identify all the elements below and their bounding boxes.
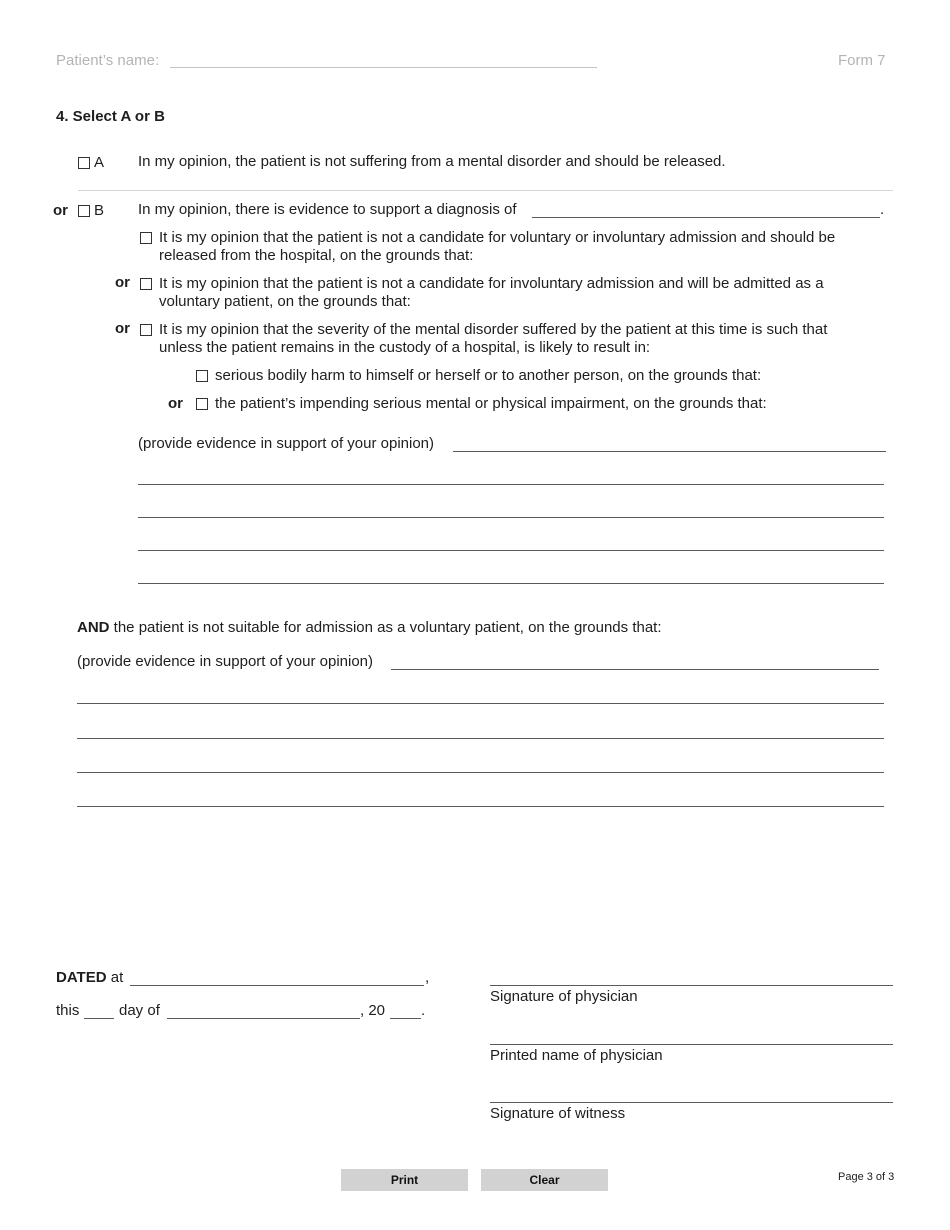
section-title: 4. Select A or B	[56, 108, 165, 125]
dated-bold: DATED	[56, 969, 107, 986]
and-bold: AND	[77, 619, 110, 636]
impairment-text: the patient’s impending serious mental or physical impairment, on the grounds that:	[215, 395, 767, 412]
page-number: Page 3 of 3	[838, 1171, 895, 1183]
physician-signature-label: Signature of physician	[490, 988, 638, 1005]
dated-at: at	[110, 969, 124, 986]
option-divider	[78, 190, 893, 191]
dated-period: .	[421, 1002, 426, 1019]
and-statement	[77, 619, 662, 636]
option-b-letter: B	[94, 202, 105, 219]
form-number: Form 7	[838, 52, 886, 69]
clear-button[interactable]: Clear	[481, 1169, 608, 1191]
option-b-period: .	[880, 201, 885, 218]
voluntary-text-line2: voluntary patient, on the grounds that:	[159, 293, 411, 310]
dated-at-label	[56, 969, 123, 986]
evidence-2-line-2[interactable]	[77, 738, 884, 739]
impairment-checkbox[interactable]	[196, 398, 208, 410]
custody-text-line1: It is my opinion that the severity of the mental disorder suffered by the patient at this time is such that	[159, 321, 828, 338]
evidence-2-line-4[interactable]	[77, 806, 884, 807]
witness-signature-label: Signature of witness	[490, 1105, 626, 1122]
voluntary-or: or	[115, 274, 130, 291]
physician-signature-field[interactable]	[490, 985, 893, 986]
evidence-2-line-1[interactable]	[77, 703, 884, 704]
witness-signature-field[interactable]	[490, 1102, 893, 1103]
physician-name-field[interactable]	[490, 1044, 893, 1045]
release-text-line2: released from the hospital, on the grounds that:	[159, 247, 474, 264]
evidence-label-1: (provide evidence in support of your opinion)	[138, 435, 435, 452]
print-button[interactable]: Print	[341, 1169, 468, 1191]
custody-checkbox[interactable]	[140, 324, 152, 336]
dated-comma: ,	[425, 969, 430, 986]
patient-name-field[interactable]	[170, 67, 597, 68]
option-a-checkbox[interactable]	[78, 157, 90, 169]
day-field[interactable]	[84, 1018, 114, 1019]
evidence-1-line-2[interactable]	[138, 517, 884, 518]
evidence-1-line-3[interactable]	[138, 550, 884, 551]
this-label: this	[56, 1002, 80, 1019]
evidence-label-2: (provide evidence in support of your opinion)	[77, 653, 374, 670]
year-field[interactable]	[390, 1018, 421, 1019]
patient-name-label: Patient’s name:	[56, 52, 160, 69]
bodily-harm-checkbox[interactable]	[196, 370, 208, 382]
voluntary-text-line1: It is my opinion that the patient is not a candidate for involuntary admission and will be admitted as a	[159, 275, 824, 292]
evidence-1-line-0[interactable]	[453, 451, 886, 452]
release-checkbox[interactable]	[140, 232, 152, 244]
month-field[interactable]	[167, 1018, 360, 1019]
custody-or: or	[115, 320, 130, 337]
custody-text-line2: unless the patient remains in the custody of a hospital, is likely to result in:	[159, 339, 651, 356]
day-of-label: day of	[119, 1002, 160, 1019]
voluntary-checkbox[interactable]	[140, 278, 152, 290]
option-b-checkbox[interactable]	[78, 205, 90, 217]
option-b-text: In my opinion, there is evidence to support a diagnosis of	[138, 201, 517, 218]
bodily-harm-text: serious bodily harm to himself or herself or to another person, on the grounds that:	[215, 367, 762, 384]
evidence-2-line-3[interactable]	[77, 772, 884, 773]
impairment-or: or	[168, 395, 183, 412]
diagnosis-field[interactable]	[532, 217, 880, 218]
and-text: the patient is not suitable for admission as a voluntary patient, on the grounds that:	[113, 619, 662, 636]
option-a-letter: A	[94, 154, 105, 171]
release-text-line1: It is my opinion that the patient is not a candidate for voluntary or involuntary admission and should be	[159, 229, 836, 246]
evidence-1-line-1[interactable]	[138, 484, 884, 485]
option-b-or: or	[53, 202, 68, 219]
year-prefix: , 20	[360, 1002, 386, 1019]
physician-name-label: Printed name of physician	[490, 1047, 663, 1064]
dated-place-field[interactable]	[130, 985, 424, 986]
option-a-text: In my opinion, the patient is not suffering from a mental disorder and should be released.	[138, 153, 726, 170]
evidence-1-line-4[interactable]	[138, 583, 884, 584]
evidence-2-line-0[interactable]	[391, 669, 879, 670]
